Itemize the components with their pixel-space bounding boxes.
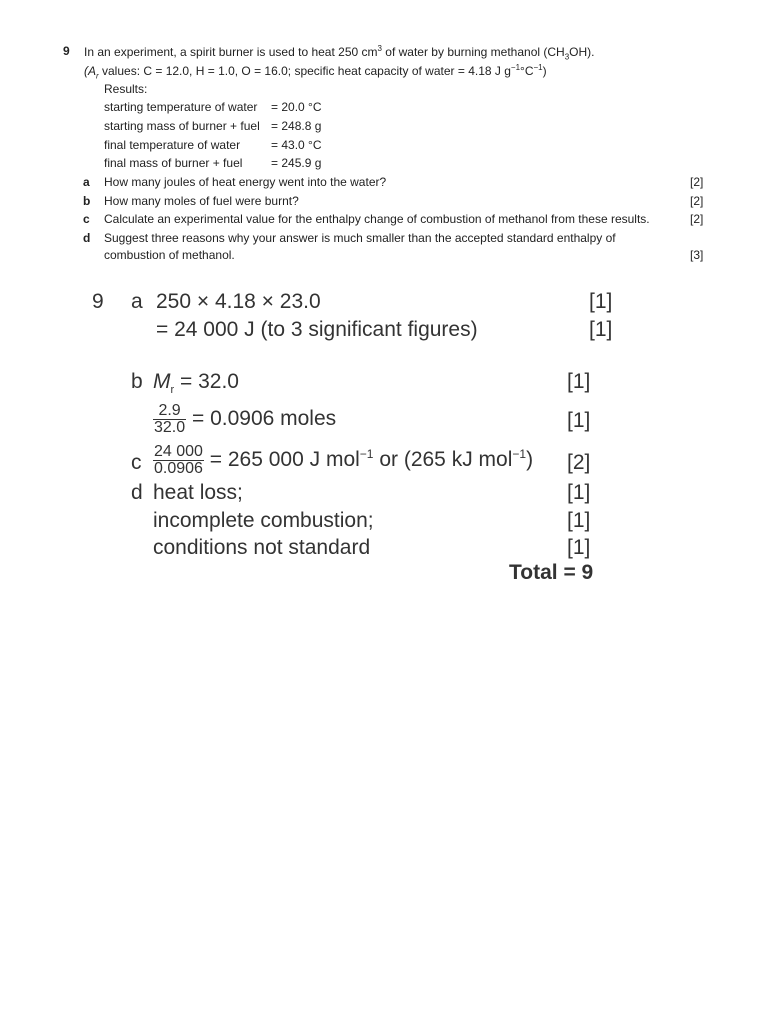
part-c-text: Calculate an experimental value for the enthalpy change of combustion of methanol from these results. (104, 212, 650, 226)
answer-d-mark1: [1] (567, 481, 591, 504)
answer-d-line1: heat loss; (153, 481, 243, 504)
part-d-mark: [3] (690, 248, 704, 262)
part-c-letter: c (83, 212, 90, 226)
answer-d-line2: incomplete combustion; (153, 509, 374, 532)
part-b-mark: [2] (690, 194, 704, 208)
answer-b-line2: $\frac{2.9}{32.0}$ = 0.0906 moles (154, 402, 337, 436)
answer-a-letter: a (131, 290, 143, 313)
part-b-text: How many moles of fuel were burnt? (104, 194, 299, 208)
answer-b-fraction: $\frac{2.9}{32.0}$ (154, 402, 186, 436)
result-value-final-mass: = 245.9 g (271, 156, 322, 170)
result-label-start-mass: starting mass of burner + fuel (104, 119, 260, 133)
result-value-start-mass: = 248.8 g (271, 119, 322, 133)
answer-d-letter: d (131, 481, 143, 504)
part-a-text: How many joules of heat energy went into the water? (104, 175, 387, 189)
answer-d-mark2: [1] (567, 509, 591, 532)
answer-a-line1: 250 × 4.18 × 23.0 (156, 290, 321, 313)
answer-d-line3: conditions not standard (153, 536, 371, 559)
answer-total: Total = 9 (509, 561, 594, 584)
answer-b-mark2: [1] (567, 409, 591, 432)
answer-c-mark: [2] (567, 451, 591, 474)
part-d-text: Suggest three reasons why your answer is much smaller than the accepted standard enthalpy of (104, 231, 616, 245)
results-label: Results: (104, 82, 148, 96)
part-b-letter: b (83, 194, 91, 208)
answer-a-mark2: [1] (589, 318, 613, 341)
part-c-mark: [2] (690, 212, 704, 226)
ar-values-line: ($A_r$ values: C = 12.0, H = 1.0, O = 16.0; specific heat capacity of water = 4.18 J $g^{-1}^\circ C^{-1}$) (84, 63, 547, 81)
result-value-final-temp: = 43.0 °C (271, 138, 322, 152)
answer-c-letter: c (131, 451, 142, 474)
answer-d-mark3: [1] (567, 536, 591, 559)
answer-number: 9 (92, 290, 104, 313)
part-d-text-continued: combustion of methanol. (104, 248, 235, 262)
part-a-mark: [2] (690, 175, 704, 189)
answer-b-letter: b (131, 370, 143, 393)
answer-c-line: $\frac{24 000}{0.0906}$ = 265 000 J mol$^{-1}$ or (265 kJ mol$^{-1}$) (154, 443, 534, 477)
question-number: 9 (63, 44, 70, 58)
part-d-letter: d (83, 231, 91, 245)
part-a-letter: a (83, 175, 90, 189)
result-label-final-mass: final mass of burner + fuel (104, 156, 243, 170)
question-intro: In an experiment, a spirit burner is used to heat 250 $cm^3$ of water by burning methanol $(CH_3OH)$. (84, 44, 595, 62)
answer-b-mark1: [1] (567, 370, 591, 393)
answer-a-line2: = 24 000 J (to 3 significant figures) (156, 318, 478, 341)
answer-a-mark1: [1] (589, 290, 613, 313)
result-value-start-temp: = 20.0 °C (271, 100, 322, 114)
answer-b-mr: $M_r = 32.0$ (153, 370, 239, 397)
answer-c-fraction: $\frac{24 000}{0.0906}$ (154, 443, 203, 477)
result-label-start-temp: starting temperature of water (104, 100, 258, 114)
result-label-final-temp: final temperature of water (104, 138, 241, 152)
